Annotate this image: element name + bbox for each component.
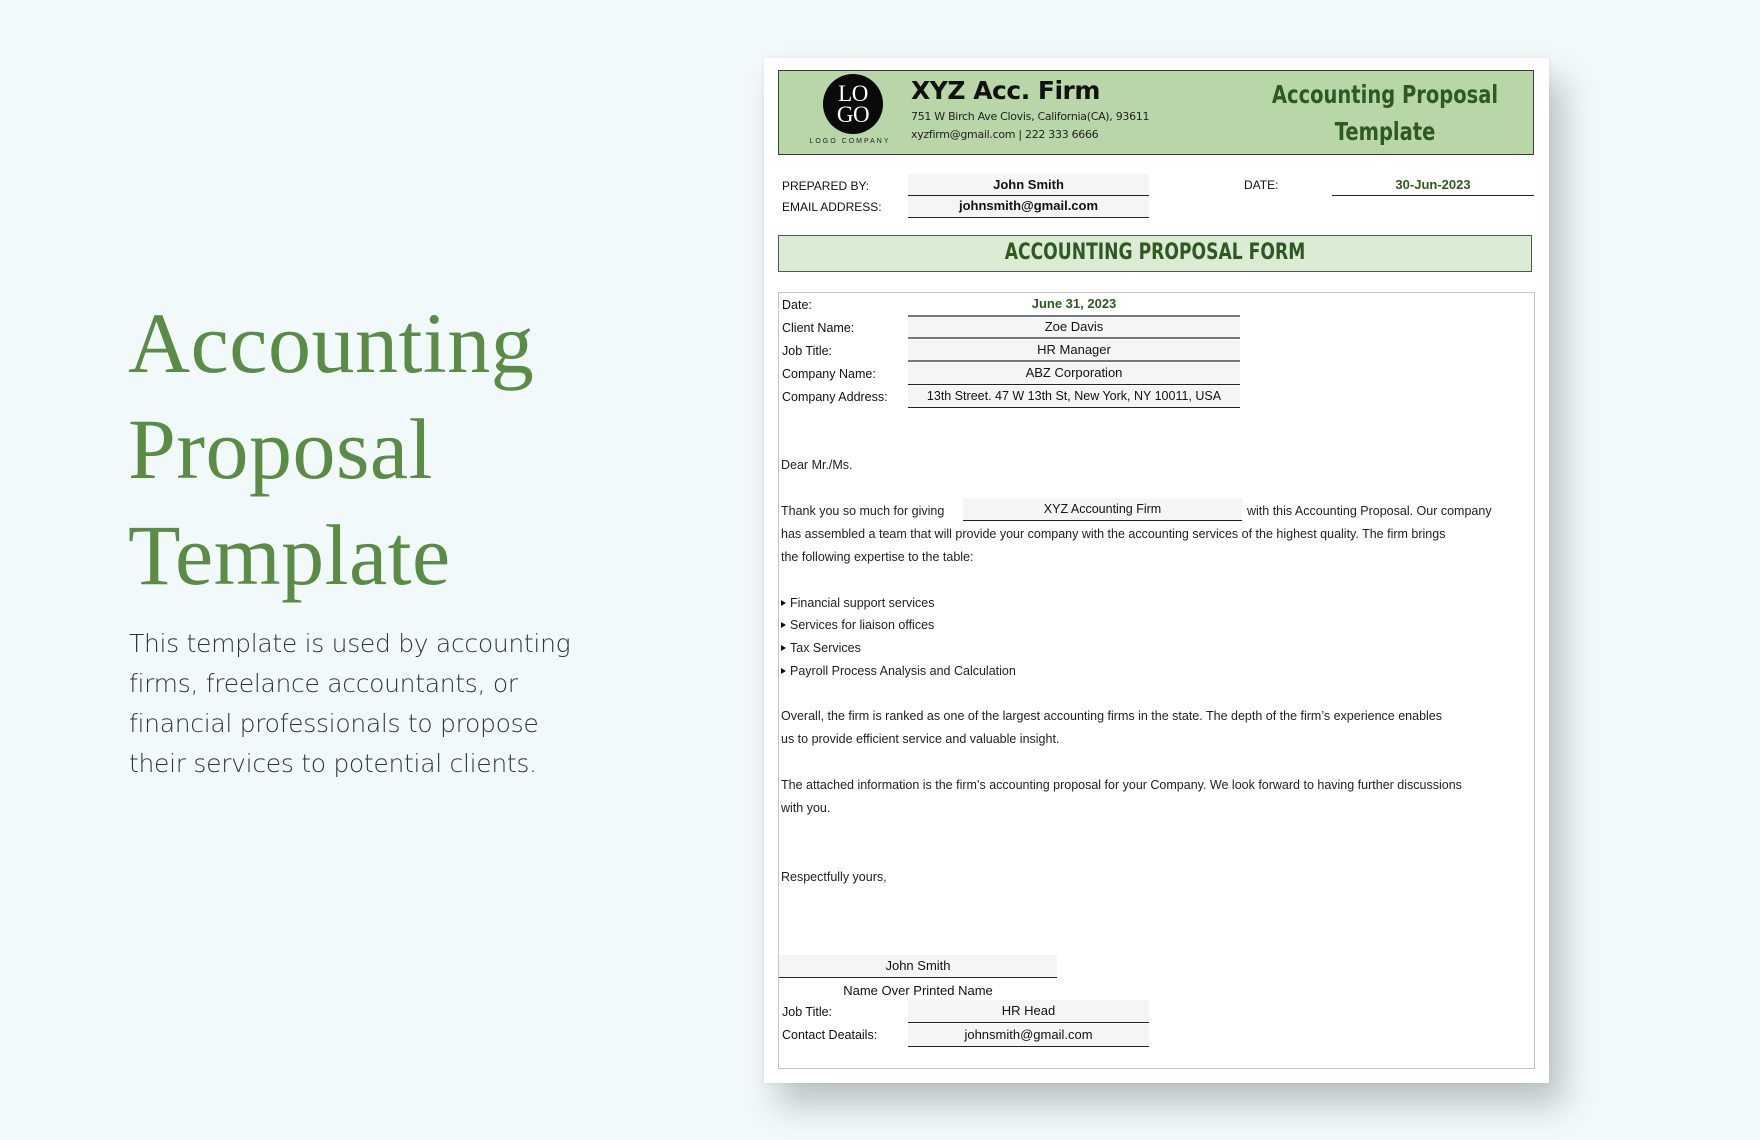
promo-title-line: Proposal bbox=[128, 401, 433, 497]
job-title-label: Job Title: bbox=[782, 344, 833, 358]
intro-firm-field[interactable]: XYZ Accounting Firm bbox=[963, 498, 1242, 521]
bullet-item: Services for liaison offices bbox=[781, 618, 934, 632]
company-name-label: Company Name: bbox=[782, 367, 876, 381]
signature-caption: Name Over Printed Name bbox=[843, 983, 993, 998]
job-title-field[interactable]: HR Manager bbox=[908, 340, 1240, 362]
logo-icon bbox=[823, 74, 883, 134]
logo-text-line: GO bbox=[836, 102, 870, 127]
intro-text-before: Thank you so much for giving bbox=[781, 504, 945, 518]
firm-name: XYZ Acc. Firm bbox=[911, 76, 1100, 105]
firm-address: 751 W Birch Ave Clovis, California(CA), 93611 bbox=[911, 110, 1150, 123]
promo-title-line: Accounting bbox=[128, 295, 535, 391]
paragraph-3-line-2: with you. bbox=[781, 801, 831, 815]
intro-text-after: with this Accounting Proposal. Our company bbox=[1247, 504, 1492, 518]
salutation: Dear Mr./Ms. bbox=[781, 458, 853, 472]
document-title-line: Template bbox=[1334, 117, 1436, 146]
promo-title bbox=[128, 290, 688, 608]
company-address-field[interactable]: 13th Street. 47 W 13th St, New York, NY 10011, USA bbox=[908, 386, 1240, 408]
company-address-label: Company Address: bbox=[782, 390, 888, 404]
promo-title-line: Template bbox=[128, 507, 451, 603]
date-field[interactable]: 30-Jun-2023 bbox=[1332, 176, 1534, 196]
intro-line-3: the following expertise to the table: bbox=[781, 550, 974, 564]
signature-job-title-field[interactable]: HR Head bbox=[908, 1000, 1149, 1023]
email-label: EMAIL ADDRESS: bbox=[782, 200, 882, 214]
signature-job-title-label: Job Title: bbox=[782, 1005, 833, 1019]
promo-description-line: their services to potential clients. bbox=[129, 749, 537, 778]
bullet-item: Financial support services bbox=[781, 596, 935, 610]
logo-text-line: LO bbox=[838, 81, 868, 106]
promo-description-line: financial professionals to propose bbox=[129, 709, 539, 738]
contact-details-label: Contact Deatails: bbox=[782, 1028, 878, 1042]
email-field[interactable]: johnsmith@gmail.com bbox=[908, 196, 1149, 218]
form-content-box bbox=[778, 292, 1535, 1069]
promo-description-line: This template is used by accounting bbox=[129, 629, 571, 658]
paragraph-3-line-1: The attached information is the firm’s accounting proposal for your Company. We look forward to having further discussions bbox=[781, 778, 1462, 792]
bullet-item: Payroll Process Analysis and Calculation bbox=[781, 664, 1016, 678]
bullet-item: Tax Services bbox=[781, 641, 861, 655]
closing: Respectfully yours, bbox=[781, 870, 887, 884]
firm-contact: xyzfirm@gmail.com | 222 333 6666 bbox=[911, 128, 1099, 141]
client-name-label: Client Name: bbox=[782, 321, 855, 335]
client-date-label: Date: bbox=[782, 298, 812, 312]
document-title bbox=[1272, 76, 1498, 150]
prepared-by-label: PREPARED BY: bbox=[782, 179, 870, 193]
client-name-field[interactable]: Zoe Davis bbox=[908, 317, 1240, 339]
paragraph-2-line-2: us to provide efficient service and valuable insight. bbox=[781, 732, 1060, 746]
form-title: ACCOUNTING PROPOSAL FORM bbox=[1004, 240, 1306, 265]
date-label: DATE: bbox=[1244, 178, 1279, 192]
intro-line-2: has assembled a team that will provide your company with the accounting services of the highest quality. The firm brings bbox=[781, 527, 1446, 541]
prepared-by-field[interactable]: John Smith bbox=[908, 174, 1149, 196]
promo-description-line: firms, freelance accountants, or bbox=[129, 669, 518, 698]
signature-name-field[interactable]: John Smith bbox=[779, 955, 1057, 978]
contact-details-field[interactable]: johnsmith@gmail.com bbox=[908, 1024, 1149, 1047]
logo-subtitle: LOGO COMPANY bbox=[809, 138, 891, 145]
document-title-line: Accounting Proposal bbox=[1271, 80, 1499, 109]
promo-description bbox=[129, 624, 649, 784]
company-name-field[interactable]: ABZ Corporation bbox=[908, 363, 1240, 385]
paragraph-2-line-1: Overall, the firm is ranked as one of the largest accounting firms in the state. The depth of the firm’s experience enables bbox=[781, 709, 1442, 723]
client-date-field[interactable]: June 31, 2023 bbox=[908, 296, 1240, 317]
